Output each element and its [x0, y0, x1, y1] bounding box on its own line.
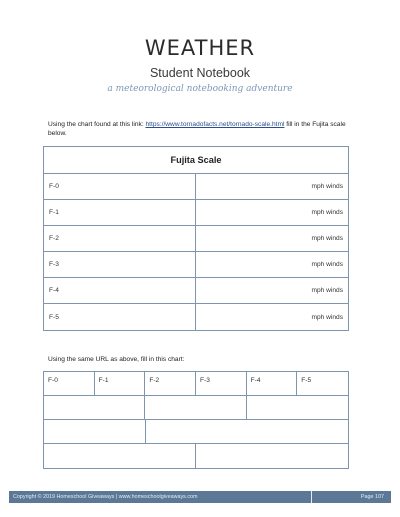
mph-winds-cell[interactable]: mph winds — [311, 313, 343, 321]
blank-cell[interactable] — [146, 420, 348, 443]
chart-header-cell: F-0 — [44, 372, 95, 395]
table-row — [44, 278, 348, 304]
table-row — [44, 226, 348, 252]
second-instructions-text: Using the same URL as above, fill in this chart: — [48, 356, 185, 363]
blank-cell[interactable] — [44, 420, 146, 443]
fujita-level-cell: F-0 — [44, 174, 196, 199]
mph-winds-cell[interactable]: mph winds — [311, 209, 343, 216]
chart-header-cell: F-4 — [247, 372, 298, 395]
table-row — [44, 200, 348, 226]
fujita-scale-table — [43, 146, 349, 331]
chart-header-row — [44, 372, 348, 396]
footer-copyright: Copyright © 2019 Homeschool Giveaways | www.homeschoolgiveaways.com — [13, 494, 198, 500]
blank-cell[interactable] — [145, 396, 246, 419]
table-row — [44, 174, 348, 200]
chart-blank-row — [44, 396, 348, 420]
instructions-prefix: Using the chart found at this link: — [48, 121, 146, 128]
blank-cell[interactable] — [247, 396, 348, 419]
mph-winds-cell[interactable]: mph winds — [311, 183, 343, 190]
page-footer — [9, 491, 391, 503]
page-tagline: a meteorological notebooking adventure — [107, 84, 293, 94]
chart-header-cell: F-2 — [145, 372, 196, 395]
fujita-level-cell: F-5 — [44, 304, 196, 330]
chart-blank-row — [44, 444, 348, 468]
fill-in-chart — [43, 371, 349, 469]
instructions-text — [48, 121, 358, 138]
page-subtitle: Student Notebook — [149, 66, 251, 80]
chart-header-cell: F-3 — [196, 372, 247, 395]
mph-winds-cell[interactable]: mph winds — [311, 287, 343, 294]
page-title: WEATHER — [144, 36, 256, 60]
instructions-suffix: fill in the Fujita scale below. — [48, 121, 346, 137]
footer-page-number: Page 107 — [360, 494, 384, 500]
blank-cell[interactable] — [44, 396, 145, 419]
fujita-level-cell: F-4 — [44, 278, 196, 303]
fujita-level-cell: F-3 — [44, 252, 196, 277]
tornado-scale-link[interactable]: https://www.tornadofacts.net/tornado-scale.html — [145, 121, 285, 128]
mph-winds-cell[interactable]: mph winds — [311, 235, 343, 242]
chart-header-cell: F-5 — [301, 377, 312, 384]
table-row — [44, 252, 348, 278]
chart-header-cell: F-1 — [95, 372, 146, 395]
fujita-level-cell: F-1 — [44, 200, 196, 225]
fujita-level-cell: F-2 — [44, 226, 196, 251]
blank-cell[interactable] — [196, 444, 348, 468]
chart-blank-row — [44, 420, 348, 444]
fujita-table-heading: Fujita Scale — [44, 147, 348, 174]
mph-winds-cell[interactable]: mph winds — [311, 261, 343, 268]
table-row — [44, 304, 348, 330]
blank-cell[interactable] — [44, 444, 196, 468]
